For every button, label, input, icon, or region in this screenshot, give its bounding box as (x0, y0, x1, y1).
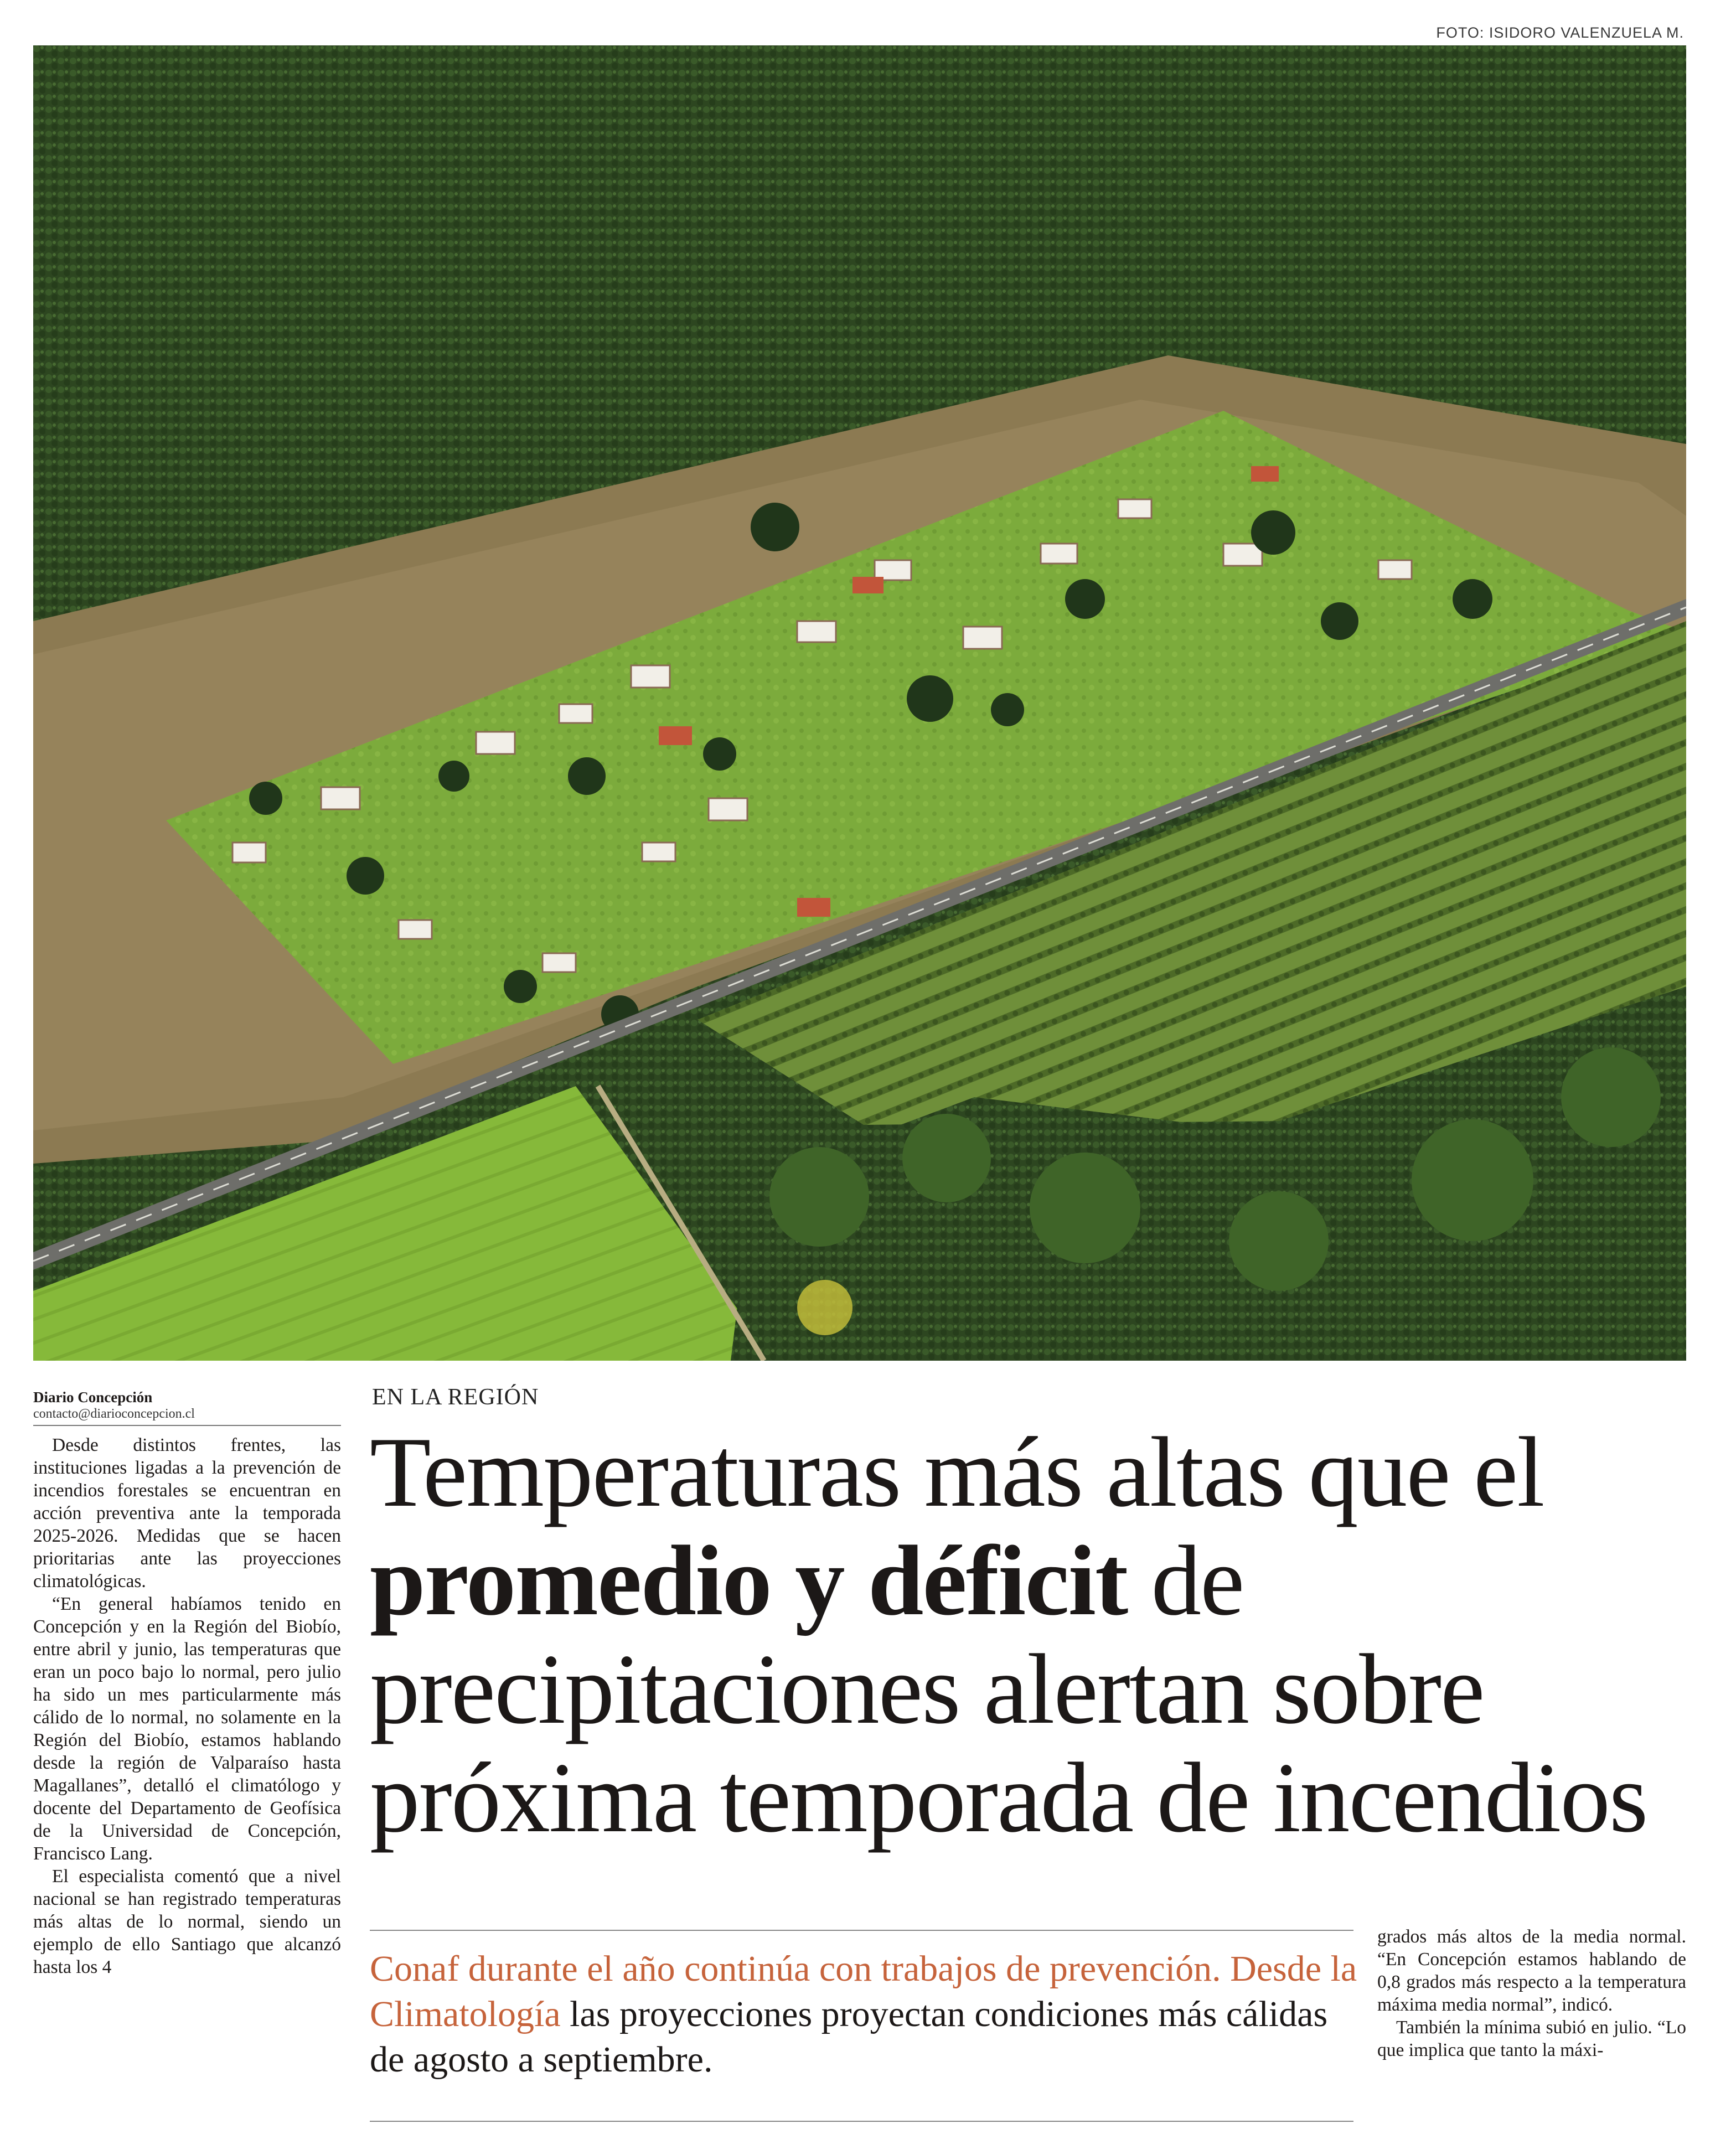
byline-email[interactable]: contacto@diarioconcepcion.cl (33, 1407, 195, 1421)
paragraph: grados más altos de la media normal. “En Concepción estamos hablando de 0,8 grados más respecto a la temperatura máxima media normal”, indicó. (1377, 1926, 1686, 2015)
byline (33, 1388, 341, 1426)
section-label: EN LA REGIÓN (372, 1384, 539, 1410)
paragraph: Desde distintos frentes, las instituciones ligadas a la prevención de incendios forestales se encuentran en acción preventiva ante la temporada 2025-2026. Medidas que se hacen prioritarias ante las proyecciones climatológicas. (33, 1435, 341, 1592)
headline (370, 1418, 1698, 1852)
byline-divider (33, 1425, 341, 1426)
aerial-photo (33, 45, 1686, 1361)
deck-accent-2: Desde la Climatología (370, 1949, 1357, 2034)
aerial-landscape-illustration (33, 45, 1686, 1361)
deck-divider-top (370, 1930, 1353, 1931)
right-column-body (1377, 1925, 1686, 2062)
headline-part-1: Temperaturas más altas que el (370, 1417, 1544, 1528)
deck-accent-1: Conaf durante el año continúa con trabajos de prevención. (370, 1949, 1221, 1989)
paragraph: También la mínima subió en julio. “Lo que implica que tanto la máxi- (1377, 2017, 1686, 2060)
headline-bold: promedio y déficit (370, 1526, 1128, 1636)
deck-divider-bottom (370, 2121, 1353, 2122)
paragraph: El especialista comentó que a nivel nacional se han registrado temperaturas más altas de lo normal, siendo un ejemplo de ello Santiago que alcanzó hasta los 4 (33, 1866, 341, 1977)
photo-credit: FOTO: ISIDORO VALENZUELA M. (1436, 24, 1684, 41)
deck-rest: las proyecciones proyectan condiciones más cálidas de agosto a septiembre. (370, 1994, 1328, 2080)
left-column-body (33, 1434, 341, 1978)
byline-name: Diario Concepción (33, 1389, 153, 1406)
headline-part-2: de precipitaciones alertan sobre próxima temporada de incendios (370, 1526, 1647, 1853)
paragraph: “En general habíamos tenido en Concepción y en la Región del Biobío, entre abril y junio, las temperaturas que eran un poco bajo lo normal, pero julio ha sido un mes particularmente más cálido de lo normal, no solamente en la Región del Biobío, estamos hablando desde la región de Valparaíso hasta Magallanes”, detalló el climatólogo y docente del Departamento de Geofísica de la Universidad de Concepción, Francisco Lang. (33, 1594, 341, 1864)
deck (370, 1946, 1361, 2083)
